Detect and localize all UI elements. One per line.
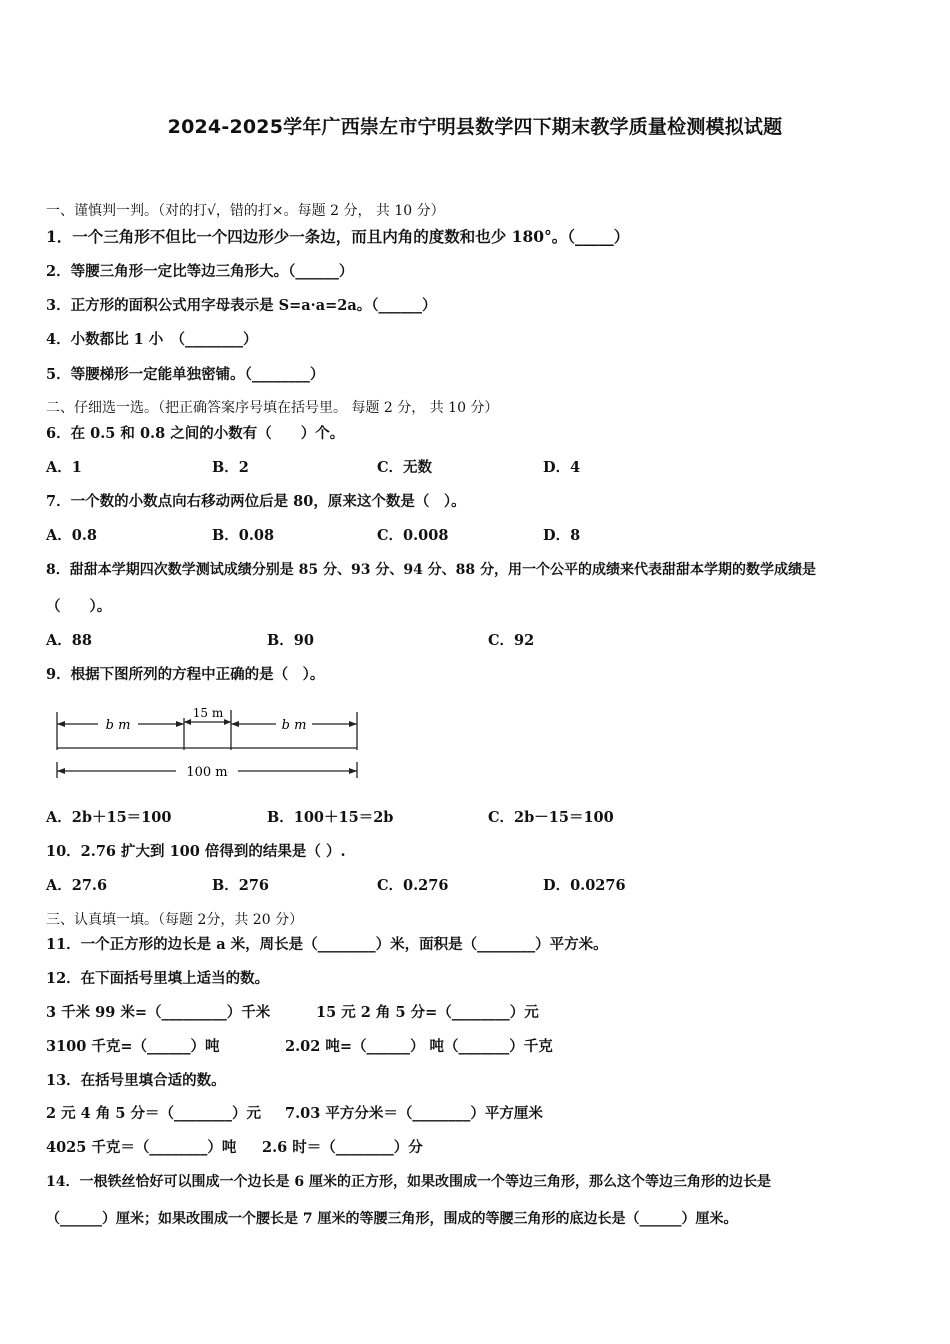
q12-blank-4: 2.02 吨=（______） 吨（_______）千克 (285, 1038, 553, 1055)
q12-blank-2: 15 元 2 角 5 分=（________）元 (316, 1004, 539, 1021)
page-title: 2024-2025学年广西崇左市宁明县数学四下期末教学质量检测模拟试题 (167, 116, 783, 138)
q9-option-a: A．2b＋15＝100 (46, 809, 172, 826)
q7-option-b: B．0.08 (212, 527, 275, 544)
question-2: 2．等腰三角形一定比等边三角形大。（______） (46, 263, 354, 280)
question-13: 13．在括号里填合适的数。 (46, 1072, 226, 1089)
q6-option-c: C．无数 (377, 459, 433, 476)
q6-option-b: B．2 (212, 459, 249, 476)
question-5: 5．等腰梯形一定能单独密铺。（________） (46, 366, 325, 383)
question-9: 9．根据下图所列的方程中正确的是（ ）。 (46, 666, 325, 683)
q12-blank-1: 3 千米 99 米=（_________）千米 (46, 1004, 271, 1021)
question-6: 6．在 0.5 和 0.8 之间的小数有（ ）个。 (46, 425, 345, 442)
question-12: 12．在下面括号里填上适当的数。 (46, 970, 270, 987)
q10-option-c: C．0.276 (377, 877, 449, 894)
q7-option-d: D．8 (543, 527, 581, 544)
q13-blank-4: 2.6 时＝（________）分 (262, 1139, 423, 1156)
question-3: 3．正方形的面积公式用字母表示是 S=a·a=2a。（______） (46, 297, 437, 314)
q13-blank-1: 2 元 4 角 5 分＝（________）元 (46, 1105, 262, 1122)
q8-option-a: A．88 (46, 632, 92, 649)
question-8-continued: （ ）。 (46, 598, 112, 615)
q7-option-c: C．0.008 (377, 527, 449, 544)
fig-left-label: b m (105, 718, 131, 733)
fig-right-label: b m (281, 718, 307, 733)
q12-blank-3: 3100 千克=（______）吨 (46, 1038, 220, 1055)
section-1-heading: 一、谨慎判一判。（对的打√，错的打×。每题 2 分， 共 10 分） (46, 203, 445, 219)
q6-option-a: A．1 (46, 459, 82, 476)
q10-option-a: A．27.6 (46, 877, 108, 894)
question-14: 14．一根铁丝恰好可以围成一个边长是 6 厘米的正方形，如果改围成一个等边三角形，那么这个等边三角形的边长是 (46, 1174, 771, 1190)
question-4: 4．小数都比 1 小 （________） (46, 331, 258, 348)
q8-option-c: C．92 (488, 632, 535, 649)
q7-option-a: A．0.8 (46, 527, 97, 544)
question-7: 7．一个数的小数点向右移动两位后是 80，原来这个数是（ ）。 (46, 493, 466, 510)
question-10: 10．2.76 扩大到 100 倍得到的结果是（ ）. (46, 843, 346, 860)
fig-mid-label: 15 m (192, 706, 224, 720)
question-11: 11．一个正方形的边长是 a 米，周长是（________）米，面积是（________）平方米。 (46, 936, 608, 953)
question-1: 1．一个三角形不但比一个四边形少一条边，而且内角的度数和也少 180°。（_____） (46, 227, 630, 246)
section-3-heading: 三、认真填一填。（每题 2分，共 20 分） (46, 912, 304, 928)
fig-total-label: 100 m (186, 765, 228, 780)
q9-option-c: C．2b－15＝100 (488, 809, 614, 826)
q13-blank-3: 4025 千克＝（________）吨 (46, 1139, 237, 1156)
section-2-heading: 二、仔细选一选。（把正确答案序号填在括号里。 每题 2 分， 共 10 分） (46, 400, 499, 416)
question-8: 8．甜甜本学期四次数学测试成绩分别是 85 分、93 分、94 分、88 分，用一个公平的成绩来代表甜甜本学期的数学成绩是 (46, 562, 817, 578)
q9-option-b: B．100＋15＝2b (267, 809, 394, 826)
question-14-continued: （______）厘米；如果改围成一个腰长是 7 厘米的等腰三角形，围成的等腰三角形的底边长是（______）厘米。 (46, 1211, 738, 1227)
q8-option-b: B．90 (267, 632, 314, 649)
q10-option-b: B．276 (212, 877, 270, 894)
q9-line-diagram (50, 700, 370, 786)
q10-option-d: D．0.0276 (543, 877, 626, 894)
q13-blank-2: 7.03 平方分米＝（________）平方厘米 (285, 1105, 543, 1122)
q6-option-d: D．4 (543, 459, 581, 476)
